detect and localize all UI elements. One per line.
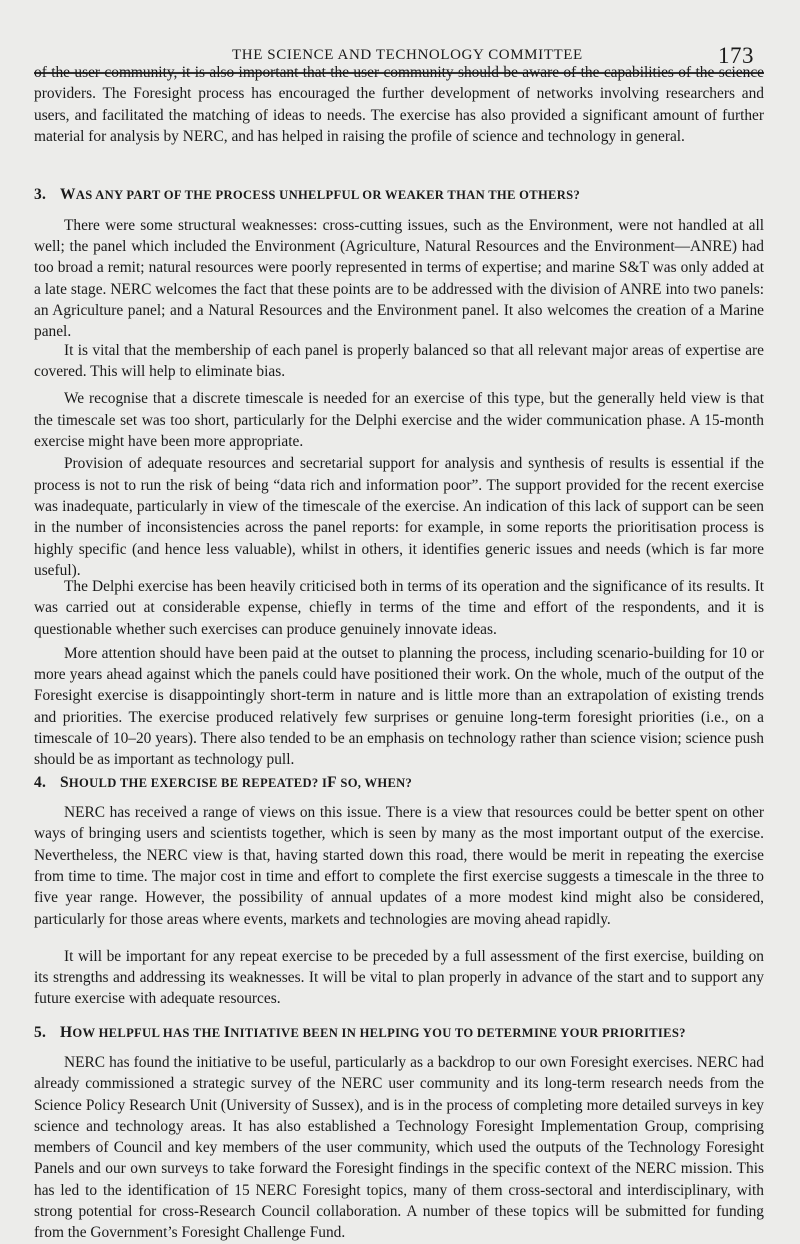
paragraph: The Delphi exercise has been heavily criticised both in terms of its operation and the significance of its results. It was carried out at considerable expense, chiefly in terms of the time and effort of the respondents, and it is questionable whether such exercises can produce genuinely innovate ideas. — [34, 578, 764, 638]
paragraph: More attention should have been paid at the outset to planning the process, including scenario-building for 10 or more years ahead against which the panels could have positioned their work. On the whole, much of the output of the Foresight exercise is disappointingly short-term in nature and is little more than an extrapolation of existing trends and priorities. The exercise produced relatively few surprises or genuine long-term foresight priorities (i.e., on a timescale of 10–20 years). There also tended to be an emphasis on technology rather than science vision; science push should be as important as technology pull. — [34, 644, 764, 769]
heading-initial: H — [60, 1023, 73, 1041]
section-number: 3. — [34, 185, 47, 203]
paragraph: NERC has received a range of views on this issue. There is a view that resources could be better spent on other ways of bringing users and scientists together, which is seen by many as the most important output of the exercise. Nevertheless, the NERC view is that, having started down this road, there would be merit in repeating the exercise from time to time. The major cost in time and effort to complete the first exercise suggests a timescale in the three to five year range. However, the possibility of annual updates of a more modest kind might also be considered, particularly for those areas where events, markets and technologies are moving ahead rapidly. — [34, 804, 764, 928]
section-number: 5. — [34, 1023, 47, 1041]
paragraph: It is vital that the membership of each panel is properly balanced so that all relevant major areas of expertise are covered. This will help to eliminate bias. — [34, 341, 764, 380]
heading-initial: W — [60, 185, 76, 203]
heading-text: HOULD THE EXERCISE BE REPEATED? I — [68, 776, 328, 791]
section-3-heading — [34, 186, 774, 204]
paragraph: Provision of adequate resources and secretarial support for analysis and synthesis of results is essential if the process is not to run the risk of being “data rich and information poor”. The support provided for the recent exercise was inadequate, particularly in view of the timescale of the exercise. An indication of this lack of support can be seen in the number of inconsistencies across the panel reports: for example, in some reports the prioritisation process is highly specific (and hence less valuable), whilst in others, it identifies generic issues and needs (which is far more useful). — [34, 455, 764, 579]
heading-text: SO, WHEN? — [336, 776, 413, 791]
running-title: THE SCIENCE AND TECHNOLOGY COMMITTEE — [232, 47, 583, 63]
paragraph: It will be important for any repeat exercise to be preceded by a full assessment of the first exercise, building on its strengths and addressing its weaknesses. It will be vital to plan properly in advance of the start and to support any future exercise with adequate resources. — [34, 947, 764, 1008]
heading-initial: I — [223, 1023, 231, 1041]
heading-text: NITIATIVE BEEN IN HELPING YOU TO DETERMINE YOUR PRIORITIES? — [230, 1025, 686, 1040]
paragraph: We recognise that a discrete timescale is needed for an exercise of this type, but the generally held view is that the timescale set was too short, particularly for the Delphi exercise and the wider communication phase. A 15-month exercise might have been more appropriate. — [34, 390, 764, 450]
paragraph: NERC has found the initiative to be useful, particularly as a backdrop to our own Foresight exercises. NERC had already commissioned a strategic survey of the NERC user community and its long-term research needs from the Science Policy Research Unit (University of Sussex), and is in the process of completing more detailed surveys in key science and technology areas. It has also established a Technology Foresight Implementation Group, comprising members of Council and key members of the user community, which used the outputs of the Technology Foresight Panels and our own surveys to take forward the Foresight findings in the specific context of the NERC mission. This has led to the identification of 15 NERC Foresight topics, many of them cross-sectoral and interdisciplinary, with strong potential for cross-Research Council collaboration. A number of these topics will be submitted for funding from the Government’s Foresight Challenge Fund. — [34, 1054, 764, 1242]
page-number: 173 — [718, 43, 754, 68]
section-4-heading — [34, 774, 774, 792]
heading-initial: S — [60, 774, 69, 792]
continuation-paragraph: of the user community, it is also important that the user community should be aware of the capabilities of the science providers. The Foresight process has encouraged the further development of networks involving researchers and users, and facilitated the matching of ideas to needs. The exercise has also provided a significant amount of further material for analysis by NERC, and has helped in raising the profile of science and technology in general. — [34, 64, 764, 145]
paragraph: There were some structural weaknesses: cross-cutting issues, such as the Environment, were not handled at all well; the panel which included the Environment (Agriculture, Natural Resources and the Environment—ANRE) had too broad a remit; natural resources were poorly represented in terms of expertise; and marine S&T was only added at a late stage. NERC welcomes the fact that these points are to be addressed with the division of ANRE into two panels: an Agriculture panel; and a Natural Resources and the Environment panel. It also welcomes the creation of a Marine panel. — [34, 216, 764, 341]
heading-initial: F — [327, 774, 337, 792]
section-number: 4. — [34, 774, 47, 792]
heading-text: AS ANY PART OF THE PROCESS UNHELPFUL OR WEAKER THAN THE OTHERS? — [75, 187, 581, 202]
section-5-heading — [34, 1024, 774, 1042]
heading-text: OW HELPFUL HAS THE — [72, 1025, 224, 1040]
